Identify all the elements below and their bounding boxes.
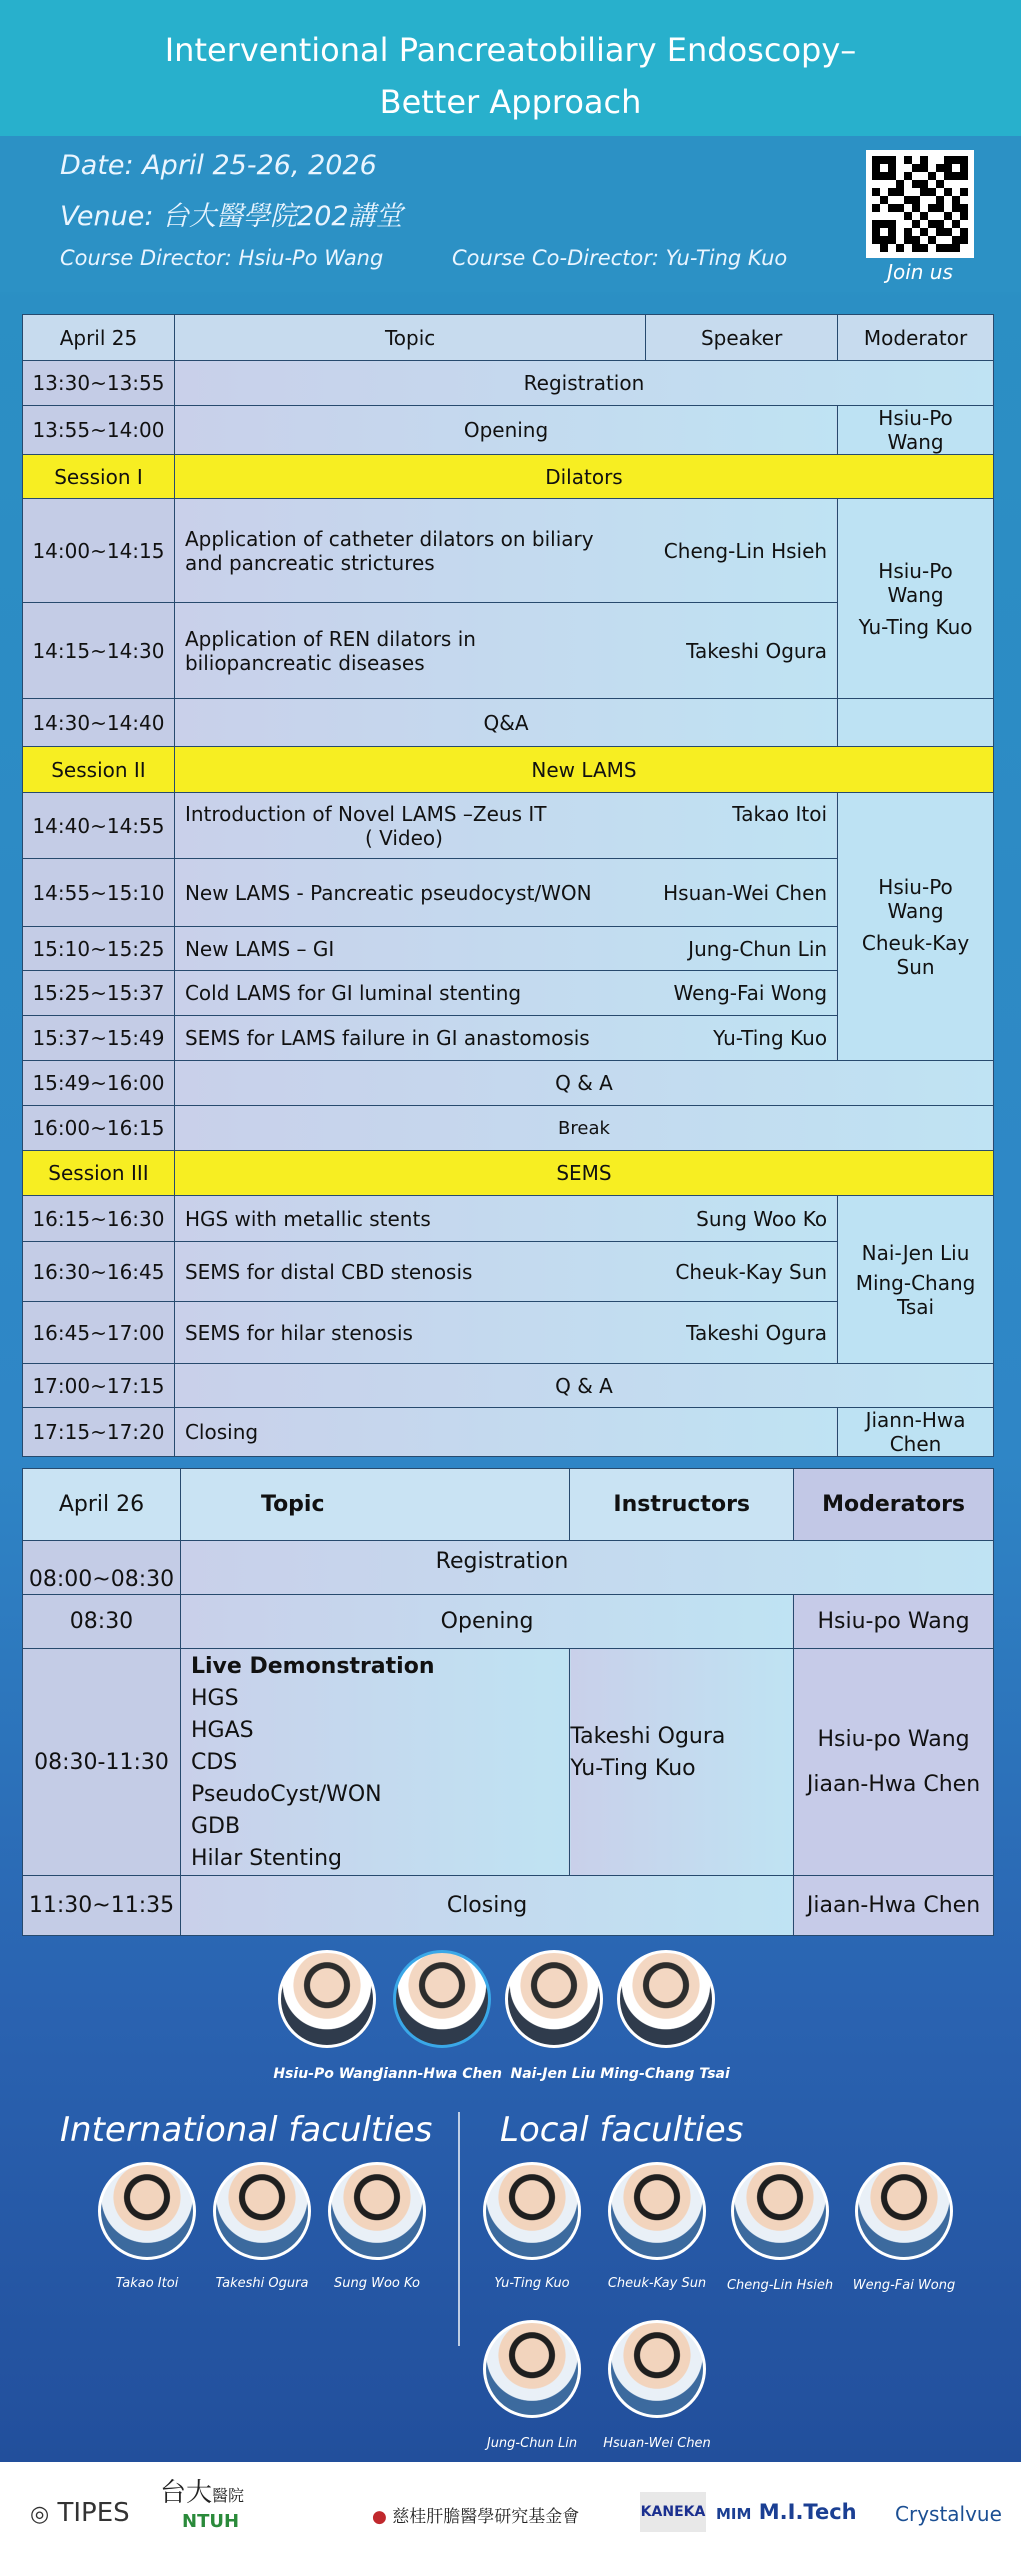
faculty-name: Sung Woo Ko	[333, 2276, 421, 2291]
table-row	[23, 1061, 994, 1106]
table-row	[23, 1408, 994, 1457]
portrait-photo	[393, 1950, 491, 2048]
event-date: Date: April 25-26, 2026	[60, 150, 377, 181]
talk-speaker: Takeshi Ogura	[686, 638, 828, 663]
registration-cell: Registration	[180, 1541, 993, 1595]
talk-topic-line1: Application of catheter dilators on biliary	[184, 526, 594, 551]
table-row	[23, 1541, 994, 1595]
table-row	[23, 361, 994, 406]
international-faculties-heading: International faculties	[60, 2110, 433, 2150]
table-row	[23, 1876, 994, 1936]
day2-date-header: April 26	[23, 1469, 181, 1541]
session-label: Session III	[23, 1151, 175, 1196]
qa-cell: Q & A	[174, 1061, 993, 1106]
page-title-line2: Better Approach	[379, 83, 642, 121]
table-header-row	[23, 315, 994, 361]
talk-topic: SEMS for LAMS failure in GI anastomosis	[184, 1026, 590, 1050]
qr-code[interactable]	[866, 150, 974, 258]
time-cell: 11:30~11:35	[23, 1876, 181, 1936]
instructors-cell	[570, 1649, 794, 1876]
day1-date-header: April 25	[23, 315, 175, 361]
moderator-cell: Jiaan-Hwa Chen	[794, 1876, 994, 1936]
talk-topic: HGS with metallic stents	[184, 1206, 431, 1231]
time-cell: 14:40~14:55	[23, 793, 175, 859]
kaneka-logo	[640, 2492, 706, 2532]
portrait-photo	[98, 2162, 196, 2260]
time-cell: 16:30~16:45	[23, 1242, 175, 1302]
faculty-name: Takao Itoi	[115, 2276, 179, 2291]
live-demo-item: PseudoCyst/WON	[190, 1782, 382, 1807]
moderator-name: Yu-Ting Kuo	[858, 614, 973, 639]
mitech-label: M.I.Tech	[758, 2500, 857, 2524]
time-cell: 17:15~17:20	[23, 1408, 175, 1457]
instructor-name: Yu-Ting Kuo	[570, 1756, 696, 1781]
portrait-photo	[855, 2162, 953, 2260]
talk-topic-line2: biliopancreatic diseases	[184, 650, 425, 675]
portrait-photo	[328, 2162, 426, 2260]
session-label: Session II	[23, 747, 175, 793]
portrait-photo	[278, 1950, 376, 2048]
live-demo-item: HGS	[190, 1686, 239, 1711]
topic-header: Topic	[180, 1469, 569, 1541]
faculty-name: Jung-Chun Lin	[486, 2436, 578, 2451]
moderator-name: Hsiu-Po Wang	[878, 558, 953, 607]
ntu-chinese: 台大	[160, 2478, 213, 2508]
course-co-director: Course Co-Director: Yu-Ting Kuo	[452, 246, 788, 270]
portrait-photo	[213, 2162, 311, 2260]
title-band	[0, 0, 1021, 136]
time-cell: 14:55~15:10	[23, 859, 175, 927]
ntuh-logo	[160, 2480, 244, 2535]
moderator-name: Jiaan-Hwa Chen	[806, 1772, 981, 1797]
table-header-row	[23, 1469, 994, 1541]
tipes-logo	[30, 2498, 130, 2528]
talk-speaker: Yu-Ting Kuo	[713, 1026, 828, 1050]
time-cell: 14:15~14:30	[23, 603, 175, 699]
talk-topic-line1: Introduction of Novel LAMS –Zeus IT	[184, 801, 547, 826]
empty-cell	[838, 699, 994, 747]
topic-header: Topic	[174, 315, 645, 361]
talk-cell	[174, 793, 837, 859]
time-cell: 14:30~14:40	[23, 699, 175, 747]
session-row	[23, 747, 994, 793]
table-row	[23, 1196, 994, 1242]
table-row	[23, 699, 994, 747]
time-cell: 13:55~14:00	[23, 406, 175, 455]
portrait-photo	[608, 2162, 706, 2260]
page-title-line1: Interventional Pancreatobiliary Endoscopy–	[164, 31, 857, 69]
talk-topic-line2: ( Video)	[364, 825, 443, 850]
table-row	[23, 406, 994, 455]
talk-topic: New LAMS - Pancreatic pseudocyst/WON	[184, 880, 592, 905]
talk-cell	[174, 1196, 837, 1242]
portrait-photo	[505, 1950, 603, 2048]
table-row	[23, 1106, 994, 1151]
session-label: Session I	[23, 455, 175, 499]
talk-cell	[174, 1242, 837, 1302]
time-cell: 16:15~16:30	[23, 1196, 175, 1242]
time-cell: 13:30~13:55	[23, 361, 175, 406]
time-cell: 14:00~14:15	[23, 499, 175, 603]
director-name: Jiann-Hwa Chen	[378, 2066, 502, 2082]
moderator-name: Hsiu-po Wang	[817, 1727, 970, 1752]
time-cell: 15:49~16:00	[23, 1061, 175, 1106]
moderator-cell: Hsiu-Po Wang	[838, 406, 994, 455]
time-cell: 15:25~15:37	[23, 971, 175, 1016]
moderator-cell	[838, 499, 994, 699]
registration-cell: Registration	[174, 361, 993, 406]
session-row	[23, 455, 994, 499]
tipes-label: TIPES	[57, 2498, 130, 2528]
portrait-photo	[617, 1950, 715, 2048]
opening-cell: Opening	[180, 1595, 793, 1649]
foundation-logo	[372, 2502, 579, 2527]
moderator-cell: Jiann-Hwa Chen	[838, 1408, 994, 1457]
day1-schedule-table	[22, 314, 994, 1457]
talk-topic: New LAMS – GI	[184, 936, 335, 961]
mitech-mark: MIM	[716, 2505, 752, 2523]
moderator-name: Nai-Jen Liu	[861, 1240, 970, 1265]
foundation-label: 慈桂肝膽醫學研究基金會	[392, 2507, 580, 2527]
portrait-photo	[731, 2162, 829, 2260]
director-name: Hsiu-Po Wang	[273, 2066, 383, 2082]
moderators-header: Moderators	[794, 1469, 994, 1541]
kaneka-label: KANEKA	[640, 2504, 706, 2520]
talk-cell	[174, 927, 837, 971]
live-demo-item: GDB	[190, 1814, 241, 1839]
portrait-photo	[483, 2162, 581, 2260]
mitech-logo	[716, 2500, 857, 2524]
talk-topic: SEMS for distal CBD stenosis	[184, 1259, 473, 1284]
talk-cell	[174, 499, 837, 603]
talk-topic: Cold LAMS for GI luminal stenting	[184, 981, 522, 1005]
qa-cell: Q&A	[174, 699, 837, 747]
table-row	[23, 1364, 994, 1408]
course-director: Course Director: Hsiu-Po Wang	[60, 246, 384, 270]
talk-topic: SEMS for hilar stenosis	[184, 1320, 413, 1345]
session-row	[23, 1151, 994, 1196]
moderator-header: Moderator	[838, 315, 994, 361]
time-cell: 15:37~15:49	[23, 1016, 175, 1061]
talk-cell	[174, 603, 837, 699]
day2-schedule-table	[22, 1468, 994, 1936]
moderator-cell	[838, 793, 994, 1061]
moderator-name: Ming-Chang Tsai	[855, 1270, 976, 1319]
talk-speaker: Jung-Chun Lin	[688, 936, 828, 961]
closing-cell: Closing	[174, 1408, 837, 1457]
time-cell: 16:45~17:00	[23, 1302, 175, 1364]
live-demo-title: Live Demonstration	[190, 1654, 435, 1679]
join-us-label: Join us	[887, 260, 953, 284]
break-cell: Break	[174, 1106, 993, 1151]
talk-speaker: Weng-Fai Wong	[673, 981, 828, 1005]
time-cell: 08:30	[23, 1595, 181, 1649]
time-cell: 17:00~17:15	[23, 1364, 175, 1408]
tipes-icon: ◎	[30, 2502, 50, 2527]
moderator-name: Cheuk-Kay Sun	[861, 930, 970, 979]
talk-cell	[174, 971, 837, 1016]
talk-topic-line1: Application of REN dilators in	[184, 626, 476, 651]
director-name: Nai-Jen Liu	[510, 2066, 596, 2082]
table-row	[23, 499, 994, 603]
local-faculties-heading: Local faculties	[500, 2110, 744, 2150]
faculty-name: Cheng-Lin Hsieh	[726, 2278, 834, 2293]
instructors-header: Instructors	[570, 1469, 794, 1541]
live-demo-item: HGAS	[190, 1718, 254, 1743]
moderator-name: Hsiu-Po Wang	[878, 874, 953, 923]
closing-cell: Closing	[180, 1876, 793, 1936]
table-row	[23, 793, 994, 859]
sponsor-footer	[0, 2462, 1021, 2560]
talk-speaker: Takao Itoi	[732, 801, 828, 826]
crystalvue-label: Crystalvue	[895, 2502, 1002, 2526]
table-row	[23, 1595, 994, 1649]
faculty-name: Takeshi Ogura	[215, 2276, 309, 2291]
ntuh-label: NTUH	[182, 2511, 240, 2532]
crystalvue-logo	[895, 2502, 1002, 2526]
talk-speaker: Sung Woo Ko	[696, 1206, 828, 1231]
event-venue: Venue: 台大醫學院202講堂	[60, 201, 403, 232]
session-title: Dilators	[174, 455, 993, 499]
session-title: New LAMS	[174, 747, 993, 793]
time-cell: 16:00~16:15	[23, 1106, 175, 1151]
portrait-photo	[483, 2320, 581, 2418]
live-demo-item: Hilar Stenting	[190, 1846, 342, 1871]
time-cell: 15:10~15:25	[23, 927, 175, 971]
liver-icon: ●	[372, 2507, 387, 2527]
talk-topic-line2: and pancreatic strictures	[184, 550, 435, 575]
talk-cell	[174, 859, 837, 927]
director-name: Ming-Chang Tsai	[600, 2066, 730, 2082]
faculty-name: Hsuan-Wei Chen	[603, 2436, 711, 2451]
faculty-name: Yu-Ting Kuo	[494, 2276, 570, 2291]
time-cell: 08:00~08:30	[23, 1541, 181, 1595]
qr-pattern	[872, 156, 968, 252]
qa-cell: Q & A	[174, 1364, 993, 1408]
talk-speaker: Cheuk-Kay Sun	[675, 1259, 828, 1284]
talk-speaker: Hsuan-Wei Chen	[663, 880, 828, 905]
live-demo-item: CDS	[190, 1750, 238, 1775]
moderator-cell	[838, 1196, 994, 1364]
ntu-hospital-chinese: 醫院	[212, 2486, 245, 2505]
faculty-name: Weng-Fai Wong	[852, 2278, 956, 2293]
portrait-photo	[608, 2320, 706, 2418]
talk-speaker: Cheng-Lin Hsieh	[663, 538, 828, 563]
time-cell: 08:30-11:30	[23, 1649, 181, 1876]
speaker-header: Speaker	[646, 315, 838, 361]
instructor-name: Takeshi Ogura	[570, 1724, 726, 1749]
divider-line	[458, 2112, 460, 2346]
talk-cell	[174, 1016, 837, 1061]
talk-speaker: Takeshi Ogura	[686, 1320, 828, 1345]
session-title: SEMS	[174, 1151, 993, 1196]
table-row	[23, 1649, 994, 1876]
moderator-cell: Hsiu-po Wang	[794, 1595, 994, 1649]
moderator-cell	[794, 1649, 994, 1876]
opening-cell: Opening	[174, 406, 837, 455]
talk-cell	[174, 1302, 837, 1364]
faculty-name: Cheuk-Kay Sun	[607, 2276, 707, 2291]
live-demo-cell	[180, 1649, 569, 1876]
